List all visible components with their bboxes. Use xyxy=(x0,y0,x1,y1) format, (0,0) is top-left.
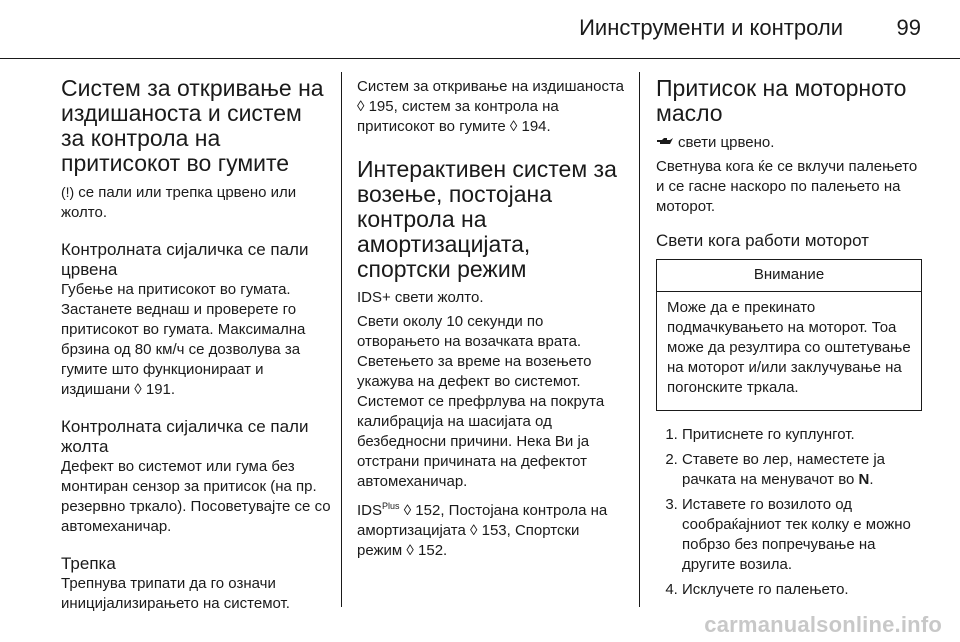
subsection-flash-title: Трепка xyxy=(61,554,116,573)
reference-arrow-icon: ◊ xyxy=(134,381,142,398)
watermark: carmanualsonline.info xyxy=(704,612,942,637)
page-reference-link[interactable]: 153, Спортски режим xyxy=(357,522,580,559)
oil-intro: свети црвено. xyxy=(656,132,922,153)
page-reference-link[interactable]: 194. xyxy=(521,118,551,135)
ids-status: IDS+ свети жолто. xyxy=(357,289,484,306)
tpms-intro: (!) се пали или трепка црвено или жолто. xyxy=(61,184,297,221)
subsection-flash xyxy=(61,554,331,614)
page-reference-link[interactable]: 152. xyxy=(418,542,448,559)
page-header xyxy=(0,0,960,60)
warning-note xyxy=(656,259,922,411)
warning-note-body: Може да е прекинато подмачкувањето на моторот. Тоа може да резултира со оштетување на моторот и/или заклучување на погонските тркала. xyxy=(667,299,911,396)
list-item: 4. Исклучете го палењето. xyxy=(682,580,922,600)
reference-arrow-icon: ◊ xyxy=(357,98,365,115)
reference-arrow-icon: ◊ xyxy=(509,118,518,135)
column-3 xyxy=(656,76,922,605)
column-divider-1 xyxy=(341,72,342,607)
header-rule xyxy=(0,58,960,59)
column-divider-2 xyxy=(639,72,640,607)
subsection-red-title: Контролната сијаличка се пали црвена xyxy=(61,240,309,279)
page-reference-link[interactable]: 195, систем за контрола на притисокот во гумите xyxy=(357,98,559,135)
subsection-yellow xyxy=(61,417,331,537)
oil-description: Светнува кога ќе се вклучи палењето и се гасне наскоро по палењето на моторот. xyxy=(656,158,918,215)
page-reference-link[interactable]: 191. xyxy=(145,381,176,398)
column-2 xyxy=(357,77,627,565)
subsection-red-body: Губење на притисокот во гумата. Застанете веднаш и проверете го притисокот во гумата. Максимална брзина од 80 км/ч се дозволува за гумите што функционираат и издишани ◊ 191. xyxy=(61,281,306,398)
list-item: 3. Иставете го возилото од сообраќајниот тек колку е можно побрзо без попречување на другите возила. xyxy=(682,495,922,575)
column-1 xyxy=(61,76,331,618)
subsection-red xyxy=(61,240,331,400)
warning-note-title: Внимание xyxy=(657,260,921,292)
reference-arrow-icon: ◊ xyxy=(403,502,412,519)
subsection-yellow-body: Дефект во системот или гума без монтиран сензор за притисок (на пр. резервно тркало). Посоветувајте се со автомеханичар. xyxy=(61,458,331,535)
tire-pressure-warning-icon: (!) xyxy=(61,184,75,200)
section-heading-tpms: Систем за откривање на издишаноста и систем за контрола на притисокот во гумите xyxy=(61,75,324,176)
oil-can-icon xyxy=(656,132,674,152)
reference-arrow-icon: ◊ xyxy=(406,542,414,559)
section-heading-ids: Интерактивен систем за возење, постојана контрола на амортизацијата, спортски режим xyxy=(357,156,617,282)
subsection-engine-running: Свети кога работи моторот xyxy=(656,231,869,250)
page-reference-link[interactable]: 152, Постојана контрола на амортизацијата xyxy=(357,502,608,539)
list-item: 2. Ставете во лер, наместете ја рачката на менувачот во N. xyxy=(682,450,922,490)
subsection-flash-body: Трепнува трипати да го означи иницијализирањето на системот. xyxy=(61,575,290,612)
reference-arrow-icon: ◊ xyxy=(470,522,478,539)
page-number: 99 xyxy=(896,15,921,40)
header-title: Иинструменти и контроли xyxy=(579,15,843,40)
subsection-yellow-title: Контролната сијаличка се пали жолта xyxy=(61,417,309,456)
ids-description: Свети околу 10 секунди по отворањето на возачката врата. Светењето за време на возењето укажува на дефект во системот. Системот се префрлува на покрута калибрација на шасијата од безбедносни причини. Нека Ви ја отстрани причината на дефектот автомеханичар. xyxy=(357,313,605,490)
steps-list xyxy=(656,425,922,600)
section-heading-oil: Притисок на моторното масло xyxy=(656,75,907,126)
cross-reference-paragraph: Систем за откривање на издишаноста ◊ 195, систем за контрола на притисокот во гумите ◊ 194. xyxy=(357,78,625,135)
list-item: 1. Притиснете го куплунгот. xyxy=(682,425,922,445)
ids-references: $IDS^{Plus}$ ◊ 152, Постојана контрола на амортизацијата ◊ 153, Спортски режим ◊ 152. xyxy=(357,501,608,559)
